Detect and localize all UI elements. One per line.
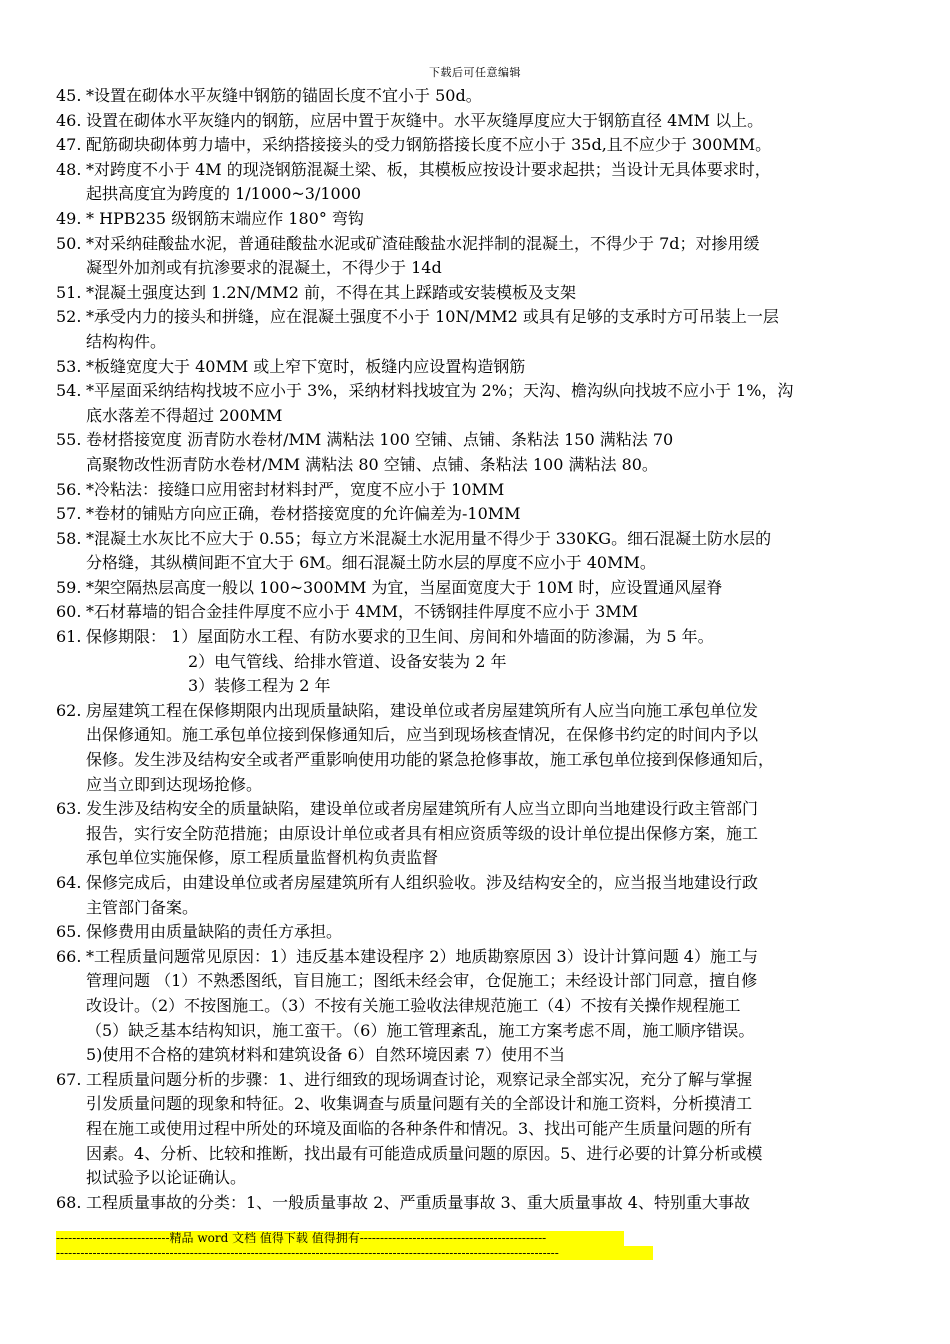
text-line: *设置在砌体水平灰缝中钢筋的锚固长度不宜小于 50d。	[86, 86, 482, 105]
item-text	[86, 1191, 912, 1216]
text-line: 分格缝，其纵横间距不宜大于 6M。细石混凝土防水层的厚度不应小于 40MM。	[86, 553, 656, 573]
item-text	[86, 625, 912, 699]
item-number: 46.	[56, 110, 82, 130]
footer-banner	[56, 1231, 653, 1260]
item-number: 49.	[56, 208, 82, 228]
text-line: 房屋建筑工程在保修期限内出现质量缺陷，建设单位或者房屋建筑所有人应当向施工承包单位发	[86, 700, 759, 720]
text-line: 5)使用不合格的建筑材料和建筑设备 6）自然环境因素 7）使用不当	[86, 1045, 565, 1065]
list-item	[56, 527, 912, 576]
item-number: 54.	[56, 381, 82, 401]
item-text	[86, 600, 912, 625]
list-item	[56, 576, 912, 601]
item-number: 67.	[56, 1069, 82, 1089]
list-item	[56, 355, 912, 380]
item-text	[86, 207, 912, 232]
text-line: 引发质量问题的现象和特征。2、收集调查与质量问题有关的全部设计和施工资料，分析摸清工	[86, 1094, 753, 1114]
item-number: 52.	[56, 307, 82, 327]
list-item	[56, 920, 912, 945]
text-line: *承受内力的接头和拼缝，应在混凝土强度不小于 10N/MM2 或具有足够的支承时方可吊装上一层	[86, 307, 779, 327]
list-item	[56, 945, 912, 1068]
text-line: *对采纳硅酸盐水泥，普通硅酸盐水泥或矿渣硅酸盐水泥拌制的混凝土，不得少于 7d；对掺用缓	[86, 233, 760, 253]
item-text	[86, 1068, 912, 1191]
item-number: 45.	[56, 86, 82, 105]
item-text	[86, 699, 912, 797]
text-line: 工程质量事故的分类：1、一般质量事故 2、严重质量事故 3、重大质量事故 4、特别重大事故	[86, 1192, 750, 1212]
text-line: 出保修通知。施工承包单位接到保修通知后，应当到现场核查情况，在保修书约定的时间内予以	[86, 725, 759, 745]
text-line: 保修费用由质量缺陷的责任方承担。	[86, 922, 343, 942]
text-line: 保修完成后，由建设单位或者房屋建筑所有人组织验收。涉及结构安全的，应当报当地建设行政	[86, 873, 759, 892]
text-line: *平屋面采纳结构找坡不应小于 3%，采纳材料找坡宜为 2%；天沟、檐沟纵向找坡不应小于 1%，沟	[86, 381, 794, 401]
text-line: *架空隔热层高度一般以 100~300MM 为宜，当屋面宽度大于 10M 时，应设置通风屋脊	[86, 577, 723, 597]
text-line: 保修。发生涉及结构安全或者严重影响使用功能的紧急抢修事故，施工承包单位接到保修通知后，	[86, 750, 775, 770]
list-item	[56, 133, 912, 158]
item-number: 58.	[56, 528, 82, 548]
text-line: 底水落差不得超过 200MM	[86, 405, 283, 425]
item-number: 62.	[56, 700, 82, 720]
text-line: 承包单位实施保修，原工程质量监督机构负责监督	[86, 848, 439, 868]
text-line: 拟试验予以论证确认。	[86, 1168, 247, 1188]
list-item	[56, 428, 912, 477]
item-number: 59.	[56, 577, 82, 597]
list-item	[56, 109, 912, 134]
item-number: 53.	[56, 356, 82, 376]
text-line: *混凝土强度达到 1.2N/MM2 前，不得在其上踩踏或安装模板及支架	[86, 282, 576, 302]
item-text	[86, 133, 912, 158]
list-item	[56, 797, 912, 871]
item-text	[86, 920, 912, 945]
text-line: 卷材搭接宽度 沥青防水卷材/MM 满粘法 100 空铺、点铺、条粘法 150 满粘法 70	[86, 430, 674, 450]
item-text	[86, 109, 912, 134]
document-body	[56, 84, 912, 1215]
list-item	[56, 84, 912, 109]
text-line: 工程质量问题分析的步骤：1、进行细致的现场调查讨论，观察记录全部实况，充分了解与掌握	[86, 1069, 753, 1089]
list-item	[56, 1068, 912, 1191]
list-item	[56, 232, 912, 281]
item-text	[86, 871, 912, 920]
text-line: 管理问题 （1）不熟悉图纸，盲目施工；图纸未经会审，仓促施工；未经设计部门同意，擅自修	[86, 971, 758, 991]
item-text	[86, 576, 912, 601]
item-number: 56.	[56, 479, 82, 499]
text-line: 程在施工或使用过程中所处的环境及面临的各种条件和情况。3、找出可能产生质量问题的所有	[86, 1118, 753, 1138]
item-number: 57.	[56, 504, 82, 524]
list-item	[56, 158, 912, 207]
item-number: 60.	[56, 602, 82, 622]
item-text	[86, 379, 912, 428]
text-line: *工程质量问题常见原因：1）违反基本建设程序 2）地质勘察原因 3）设计计算问题 4）施工与	[86, 946, 758, 966]
item-number: 63.	[56, 799, 82, 819]
item-number: 47.	[56, 135, 82, 155]
item-text	[86, 281, 912, 306]
text-line: 因素。4、分析、比较和推断，找出最有可能造成质量问题的原因。5、进行必要的计算分析或模	[86, 1143, 763, 1163]
text-line: 高聚物改性沥青防水卷材/MM 满粘法 80 空铺、点铺、条粘法 100 满粘法 80。	[86, 454, 658, 474]
item-text	[86, 527, 912, 576]
list-item	[56, 502, 912, 527]
text-line: 2）电气管线、给排水管道、设备安装为 2 年	[188, 651, 507, 671]
text-line: 保修期限： 1）屋面防水工程、有防水要求的卫生间、房间和外墙面的防渗漏，为 5 年。	[86, 627, 714, 647]
item-text	[86, 428, 912, 477]
item-text	[86, 797, 912, 871]
list-item	[56, 305, 912, 354]
text-line: 起拱高度宜为跨度的 1/1000~3/1000	[86, 184, 362, 204]
footer-line-2: ----------------------------------------------------------------------------------------------------------------------------	[56, 1246, 653, 1260]
item-number: 55.	[56, 430, 82, 450]
item-text	[86, 305, 912, 354]
item-text	[86, 502, 912, 527]
text-line: 主管部门备案。	[86, 897, 199, 917]
item-text	[86, 355, 912, 380]
text-line: * HPB235 级钢筋末端应作 180° 弯钩	[86, 208, 364, 228]
text-line: 配筋砌块砌体剪力墙中，采纳搭接接头的受力钢筋搭接长度不应小于 35d,且不应少于 300MM。	[86, 135, 772, 155]
list-item	[56, 625, 912, 699]
item-text	[86, 158, 912, 207]
item-text	[86, 232, 912, 281]
text-line: 报告，实行安全防范措施；由原设计单位或者具有相应资质等级的设计单位提出保修方案，施工	[86, 823, 759, 843]
text-line: 凝型外加剂或有抗渗要求的混凝土，不得少于 14d	[86, 258, 442, 278]
text-line: 设置在砌体水平灰缝内的钢筋，应居中置于灰缝中。水平灰缝厚度应大于钢筋直径 4MM 以上。	[86, 110, 764, 130]
item-number: 48.	[56, 159, 82, 179]
page-header: 下载后可任意编辑	[429, 66, 521, 79]
item-text	[86, 945, 912, 1068]
text-line: *卷材的铺贴方向应正确，卷材搭接宽度的允许偏差为-10MM	[86, 504, 521, 524]
list-item	[56, 281, 912, 306]
text-line: *石材幕墙的铝合金挂件厚度不应小于 4MM，不锈钢挂件厚度不应小于 3MM	[86, 602, 639, 622]
list-item	[56, 207, 912, 232]
text-line: 发生涉及结构安全的质量缺陷，建设单位或者房屋建筑所有人应当立即向当地建设行政主管部门	[86, 799, 759, 819]
text-line: 结构构件。	[86, 331, 167, 351]
footer-line-1: ----------------------------精品 word 文档 值得下载 值得拥有----------------------------------------------	[56, 1231, 624, 1246]
list-item	[56, 699, 912, 797]
text-line: *对跨度不小于 4M 的现浇钢筋混凝土梁、板，其模板应按设计要求起拱；当设计无具体要求时，	[86, 159, 771, 179]
text-line: 改设计。（2）不按图施工。（3）不按有关施工验收法律规范施工（4）不按有关操作规程施工	[86, 995, 741, 1015]
text-line: （5）缺乏基本结构知识，施工蛮干。（6）施工管理紊乱，施工方案考虑不周，施工顺序错误。	[86, 1020, 755, 1040]
list-item	[56, 871, 912, 920]
item-text	[86, 478, 912, 503]
item-number: 68.	[56, 1192, 82, 1212]
text-line: *混凝土水灰比不应大于 0.55；每立方米混凝土水泥用量不得少于 330KG。细石混凝土防水层的	[86, 528, 772, 548]
item-number: 50.	[56, 233, 82, 253]
list-item	[56, 478, 912, 503]
item-number: 51.	[56, 282, 82, 302]
list-item	[56, 1191, 912, 1216]
text-line: 3）装修工程为 2 年	[188, 676, 331, 696]
item-text	[86, 84, 912, 109]
text-line: 应当立即到达现场抢修。	[86, 774, 263, 794]
text-line: *板缝宽度大于 40MM 或上窄下宽时，板缝内应设置构造钢筋	[86, 356, 526, 376]
list-item	[56, 379, 912, 428]
text-line: *冷粘法：接缝口应用密封材料封严，宽度不应小于 10MM	[86, 479, 505, 499]
item-number: 65.	[56, 922, 82, 942]
item-number: 66.	[56, 946, 82, 966]
item-number: 64.	[56, 873, 82, 892]
item-number: 61.	[56, 627, 82, 647]
list-item	[56, 600, 912, 625]
